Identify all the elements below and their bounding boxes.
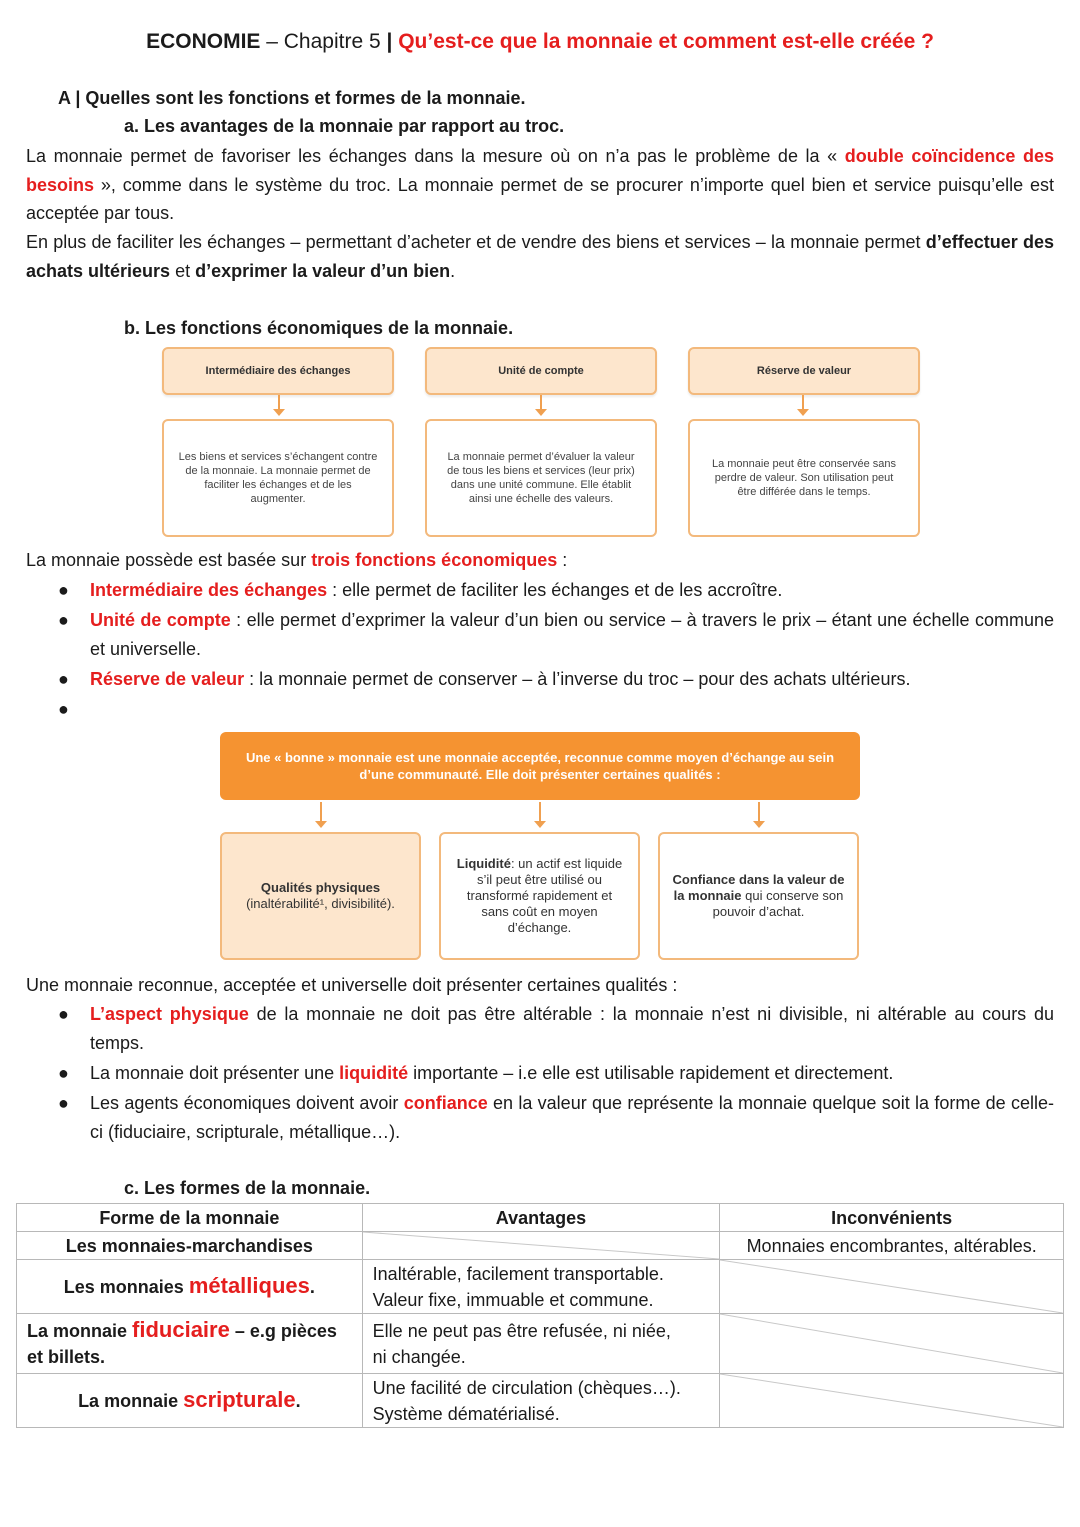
title-chapter: – Chapitre 5 [260,30,387,53]
diagram-arrow [539,802,541,822]
paragraph-troc [26,142,1054,228]
bullet-term: confiance [403,1093,488,1113]
diagram-arrow [758,802,760,822]
paragraph-advantages [26,228,1054,285]
form-cell [17,1260,363,1314]
diagram-arrow [278,395,280,410]
bullet-confiance [58,1089,1054,1147]
bold-valeur: d’exprimer la valeur d’un bien [195,260,451,281]
form-cell: Les monnaies-marchandises [17,1232,363,1260]
quality-text: : un actif est liquide s’il peut être utilisé ou transformé rapidement et sans coût en moyen d’échange. [466,856,623,935]
text-span: En plus de faciliter les échanges – permettant d’acheter et de vendre des biens et services – la monnaie permet [26,232,926,252]
diagram-arrow [320,802,322,822]
bullet-liquidite [58,1059,1054,1088]
text-span: : [557,550,568,570]
diagram-header-reserve: Réserve de valeur [688,347,920,395]
advantage-cell [362,1260,720,1314]
bullet-text: La monnaie doit présenter une [90,1063,340,1083]
column-header: Inconvénients [720,1204,1064,1232]
bullet-term: Réserve de valeur [90,669,245,689]
empty-struck-cell [720,1314,1064,1374]
bullet-text: : la monnaie permet de conserver – à l’inverse du troc – pour des achats ultérieurs. [244,669,911,689]
column-header: Forme de la monnaie [17,1204,363,1232]
bullet-dot: ● [58,580,69,600]
table-row [17,1232,1064,1260]
text-span: La monnaie possède est basée sur [26,550,312,570]
advantage-line: Elle ne peut pas être refusée, ni niée, [372,1320,671,1341]
empty-struck-cell [720,1260,1064,1314]
advantage-cell [362,1374,720,1428]
empty-struck-cell [362,1232,720,1260]
bullet-text: Les agents économiques doivent avoir [90,1093,404,1113]
quality-text: (inaltérabilité¹, divisibilité). [246,896,395,911]
money-forms-table [16,1203,1064,1428]
bullet-term: liquidité [339,1063,409,1083]
table-header-row [17,1204,1064,1232]
section-a-heading: A | Quelles sont les fonctions et formes de la monnaie. [58,88,526,108]
quality-title: Confiance dans la valeur de la monnaie [672,872,845,903]
diagram-body-intermediaire: Les biens et services s’échangent contre de la monnaie. La monnaie permet de faciliter les échanges et de les augmenter. [162,419,394,537]
section-a-subheading: a. Les avantages de la monnaie par rapport au troc. [124,116,565,136]
bullet-reserve [58,665,1054,694]
bullet-aspect-physique [58,1000,1054,1058]
bullet-dot: ● [58,1063,69,1083]
bullet-term: L’aspect physique [90,1004,249,1024]
inconvenient-cell: Monnaies encombrantes, altérables. [720,1232,1064,1260]
section-c-heading: c. Les formes de la monnaie. [124,1178,371,1198]
text-span: – e.g pièces et billets. [27,1321,337,1367]
text-span: La monnaie [78,1391,184,1411]
bullet-dot: ● [58,1004,69,1024]
bullet-text: : elle permet de faciliter les échanges et de les accroître. [327,580,783,600]
advantage-line: Valeur fixe, immuable et commune. [372,1289,654,1310]
table-row [17,1314,1064,1374]
bullet-unite [58,606,1054,664]
bullet-dot: ● [58,610,69,630]
form-cell [17,1374,363,1428]
page-title [0,30,1080,54]
quality-liquidite [439,832,640,960]
empty-struck-cell [720,1374,1064,1428]
bullet-text: importante – i.e elle est utilisable rapidement et directement. [408,1063,894,1083]
quality-confiance [658,832,859,960]
quality-physiques [220,832,421,960]
text-span: Les monnaies [63,1277,189,1297]
bullet-dot: ● [58,1093,69,1113]
quality-title: Qualités physiques [260,880,381,895]
table-row [17,1260,1064,1314]
bullet-text: de la monnaie ne doit pas être altérable : la monnaie n’est ni divisible, ni altérable au cours du temps. [90,1004,1054,1053]
diagram-arrow [802,395,804,410]
bullet-term: Unité de compte [90,610,231,630]
diagram-body-unite: La monnaie permet d’évaluer la valeur de tous les biens et services (leur prix) dans une unité commune. Elle établit ainsi une échelle des valeurs. [425,419,657,537]
form-highlight: scripturale [183,1387,296,1412]
text-span: La monnaie permet de favoriser les échanges dans la mesure où on n’a pas le problème de la « [26,146,845,166]
bullet-dot: ● [58,669,69,689]
advantage-cell [362,1314,720,1374]
highlight-double-coincidence: double coïncidence des besoins [26,146,1055,195]
functions-intro [26,546,1054,575]
advantage-line: Système dématérialisé. [372,1403,560,1424]
bullet-intermediaire [58,576,1054,605]
title-separator: | [386,30,393,53]
title-subject: ECONOMIE [146,30,261,53]
text-span: et [170,260,196,281]
column-header: Avantages [362,1204,720,1232]
bullet-text: : elle permet d’exprimer la valeur d’un bien ou service – à travers le prix – étant une échelle commune et universelle. [90,610,1054,659]
diagram-header-unite: Unité de compte [425,347,657,395]
advantage-line: Inaltérable, facilement transportable. [372,1263,664,1284]
qualities-intro: Une monnaie reconnue, acceptée et universelle doit présenter certaines qualités : [26,975,678,995]
text-span: . [450,260,456,281]
bullet-dot: ● [58,699,69,719]
bullet-text: en la valeur que représente la monnaie quelque soit la forme de celle-ci (fiduciaire, scripturale, métallique…). [90,1093,1054,1142]
text-span: La monnaie [27,1321,133,1341]
quality-text: qui conserve son pouvoir d’achat. [712,888,844,919]
table-row [17,1374,1064,1428]
diagram-header-intermediaire: Intermédiaire des échanges [162,347,394,395]
quality-title: Liquidité [456,856,511,871]
text-span: », comme dans le système du troc. La monnaie permet de se procurer n’importe quel bien et service puisqu’elle est acceptée par tous. [26,174,1054,223]
section-b-heading: b. Les fonctions économiques de la monnaie. [124,318,514,338]
form-highlight: métalliques [188,1273,310,1298]
title-question: Qu’est-ce que la monnaie et comment est-elle créée ? [392,30,934,53]
diagram-arrow [540,395,542,410]
form-cell [17,1314,363,1374]
advantage-line: ni changée. [372,1346,466,1367]
form-highlight: fiduciaire [132,1317,230,1342]
text-span: . [295,1391,301,1411]
good-money-banner: Une « bonne » monnaie est une monnaie acceptée, reconnue comme moyen d’échange au sein d’une communauté. Elle doit présenter certaines qualités : [220,732,860,800]
highlight-trois-fonctions: trois fonctions économiques [311,550,558,570]
text-span: . [309,1277,315,1297]
diagram-body-reserve: La monnaie peut être conservée sans perdre de valeur. Son utilisation peut être différée dans le temps. [688,419,920,537]
bold-achats: d’effectuer des achats ultérieurs [26,232,1055,281]
advantage-line: Une facilité de circulation (chèques…). [372,1377,681,1398]
bullet-term: Intermédiaire des échanges [90,580,328,600]
